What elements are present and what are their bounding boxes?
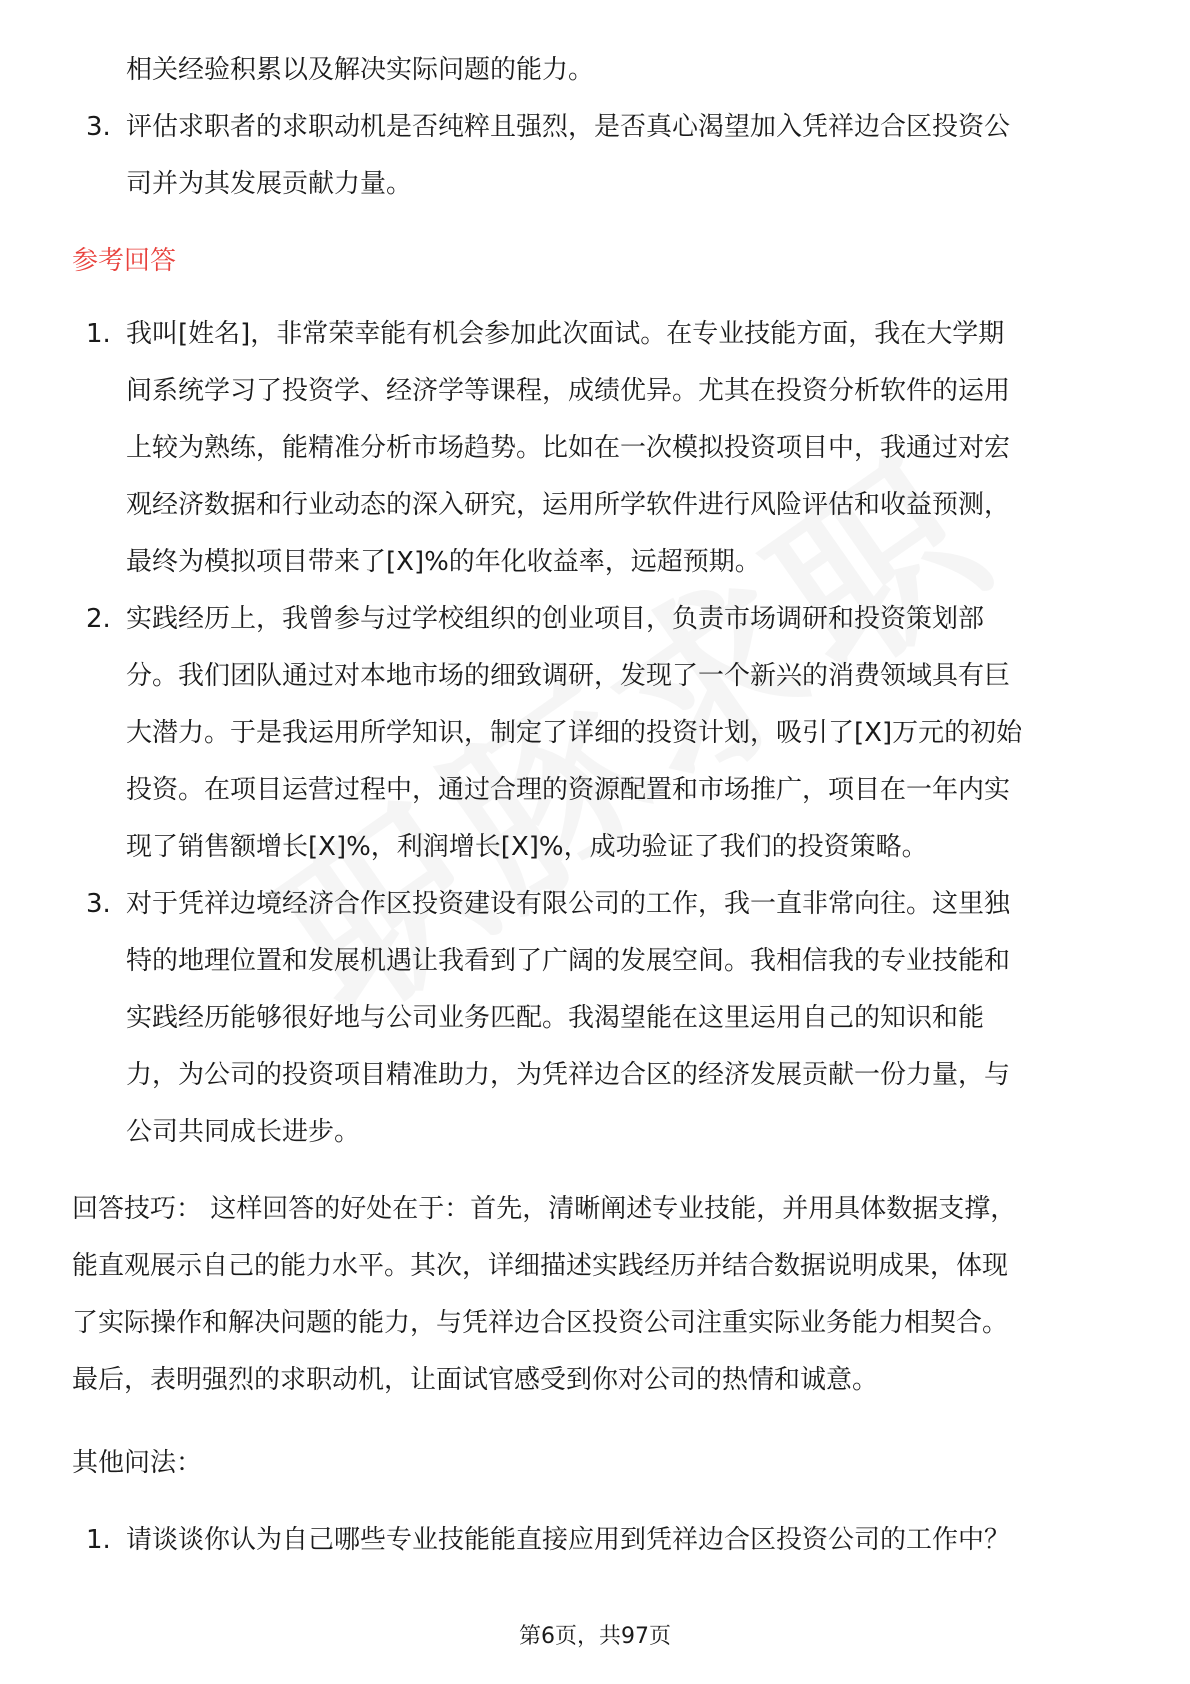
- text-line: 能直观展示自己的能力水平。其次，详细描述实践经历并结合数据说明成果，体现: [72, 1251, 1009, 1281]
- text-line: 实践经历上，我曾参与过学校组织的创业项目，负责市场调研和投资策划部: [126, 604, 985, 634]
- list-number: 1.: [86, 319, 111, 349]
- text-line: 观经济数据和行业动态的深入研究，运用所学软件进行风险评估和收益预测，: [126, 490, 1011, 520]
- text-line: 司并为其发展贡献力量。: [126, 169, 413, 199]
- list-number: 1.: [86, 1525, 111, 1555]
- text-line: 力，为公司的投资项目精准助力，为凭祥边合区的经济发展贡献一份力量，与: [126, 1060, 1011, 1090]
- list-number: 3.: [86, 889, 111, 919]
- page-footer: 第6页，共97页: [519, 1624, 671, 1649]
- other-question-item-1: [72, 1512, 1122, 1569]
- reference-answer-heading: 参考回答: [72, 246, 177, 276]
- text-line: 对于凭祥边境经济合作区投资建设有限公司的工作，我一直非常向往。这里独: [126, 889, 1011, 919]
- answer-item-3: [72, 876, 1122, 1161]
- text-line: 最后，表明强烈的求职动机，让面试官感受到你对公司的热情和诚意。: [72, 1365, 879, 1395]
- page-content: [72, 42, 1122, 1569]
- text-line: 投资。在项目运营过程中，通过合理的资源配置和市场推广，项目在一年内实: [126, 775, 1011, 805]
- text-line: 回答技巧： 这样回答的好处在于：首先，清晰阐述专业技能，并用具体数据支撑，: [72, 1194, 1017, 1224]
- other-questions-heading: 其他问法：: [72, 1448, 203, 1478]
- list-number: 2.: [86, 604, 111, 634]
- text-line: 分。我们团队通过对本地市场的细致调研，发现了一个新兴的消费领域具有巨: [126, 661, 1011, 691]
- answer-tips: [72, 1181, 1122, 1409]
- continuation-line: 相关经验积累以及解决实际问题的能力。: [126, 55, 595, 85]
- answer-item-1: [72, 306, 1122, 591]
- text-line: 特的地理位置和发展机遇让我看到了广阔的发展空间。我相信我的专业技能和: [126, 946, 1011, 976]
- text-line: 我叫[姓名]，非常荣幸能有机会参加此次面试。在专业技能方面，我在大学期: [126, 319, 1005, 349]
- text-line: 大潜力。于是我运用所学知识，制定了详细的投资计划，吸引了[X]万元的初始: [126, 718, 1023, 748]
- text-line: 请谈谈你认为自己哪些专业技能能直接应用到凭祥边合区投资公司的工作中？: [126, 1525, 1011, 1555]
- text-line: 实践经历能够很好地与公司业务匹配。我渴望能在这里运用自己的知识和能: [126, 1003, 985, 1033]
- text-line: 最终为模拟项目带来了[X]%的年化收益率，远超预期。: [126, 547, 761, 577]
- list-number: 3.: [86, 112, 111, 142]
- evaluation-item-3: [72, 99, 1122, 213]
- text-line: 上较为熟练，能精准分析市场趋势。比如在一次模拟投资项目中，我通过对宏: [126, 433, 1011, 463]
- text-line: 了实际操作和解决问题的能力，与凭祥边合区投资公司注重实际业务能力相契合。: [72, 1308, 1009, 1338]
- text-line: 间系统学习了投资学、经济学等课程，成绩优异。尤其在投资分析软件的运用: [126, 376, 1011, 406]
- answer-item-2: [72, 591, 1122, 876]
- text-line: 评估求职者的求职动机是否纯粹且强烈，是否真心渴望加入凭祥边合区投资公: [126, 112, 1011, 142]
- text-line: 现了销售额增长[X]%，利润增长[X]%，成功验证了我们的投资策略。: [126, 832, 928, 862]
- answer-list: [72, 306, 1122, 1161]
- text-line: 公司共同成长进步。: [126, 1117, 361, 1147]
